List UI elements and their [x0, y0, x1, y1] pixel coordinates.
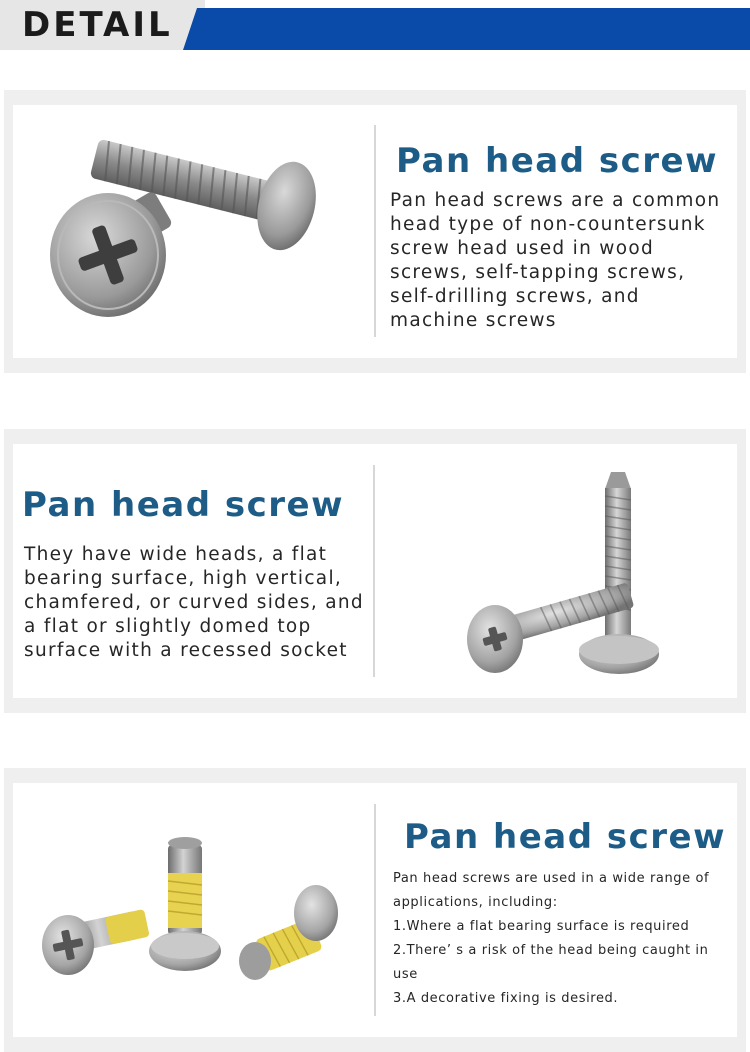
list-item: 3.A decorative fixing is desired.	[393, 991, 619, 1006]
header-title: DETAIL	[22, 5, 173, 45]
screw-photo-3	[23, 793, 353, 1028]
section-title: Pan head screw	[404, 817, 727, 857]
screw-photo-2	[433, 454, 713, 689]
list-item: 1.Where a flat bearing surface is required	[393, 919, 690, 934]
screw-photo-1	[23, 115, 353, 350]
section-description: Pan head screws are a common head type of non-countersunk screw head used in wood screws, self-tapping screws, self-drilling screws, and machine screws	[390, 190, 721, 331]
divider-line	[374, 804, 376, 1016]
list-item: 2.There’ s a risk of the head being caught in use	[393, 943, 709, 982]
section-description: They have wide heads, a flat bearing surface, high vertical, chamfered, or curved sides, and a flat or slightly domed top surface with a recessed socket	[24, 544, 364, 661]
detail-header	[0, 0, 750, 50]
detail-card-2	[4, 429, 746, 713]
card-inner	[13, 444, 737, 698]
section-intro: Pan head screws are used in a wide range of applications, including:	[393, 871, 710, 910]
section-title: Pan head screw	[396, 141, 719, 181]
detail-card-3	[4, 768, 746, 1052]
card-inner	[13, 105, 737, 358]
divider-line	[373, 465, 375, 677]
card-inner	[13, 783, 737, 1037]
section-title: Pan head screw	[22, 485, 345, 525]
detail-card-1	[4, 90, 746, 373]
divider-line	[374, 125, 376, 337]
